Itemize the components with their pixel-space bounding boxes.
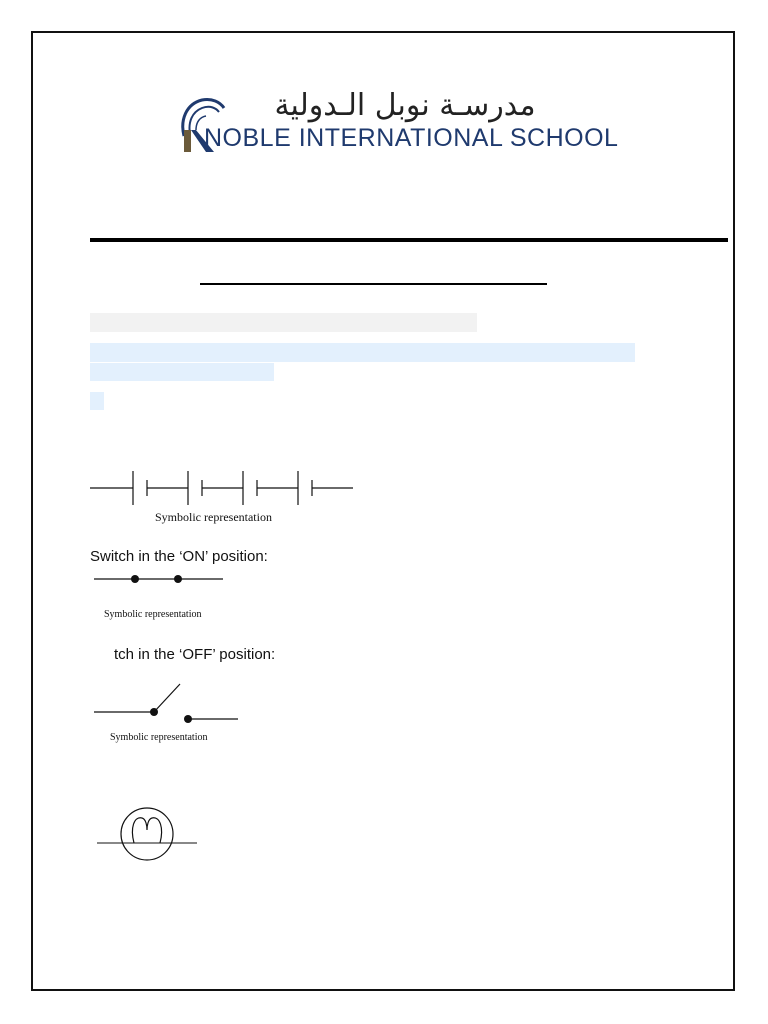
school-name-english: NOBLE INTERNATIONAL SCHOOL [204,124,619,152]
battery-caption: Symbolic representation [155,510,272,524]
switch-on-heading: Switch in the ‘ON’ position: [90,548,268,565]
school-name-arabic: مدرسـة نوبل الـدولية [274,88,536,123]
switch-off-caption: Symbolic representation [110,732,208,743]
switch-off-heading: tch in the ‘OFF’ position: [114,646,276,663]
switch-on-caption: Symbolic representation [104,609,202,620]
